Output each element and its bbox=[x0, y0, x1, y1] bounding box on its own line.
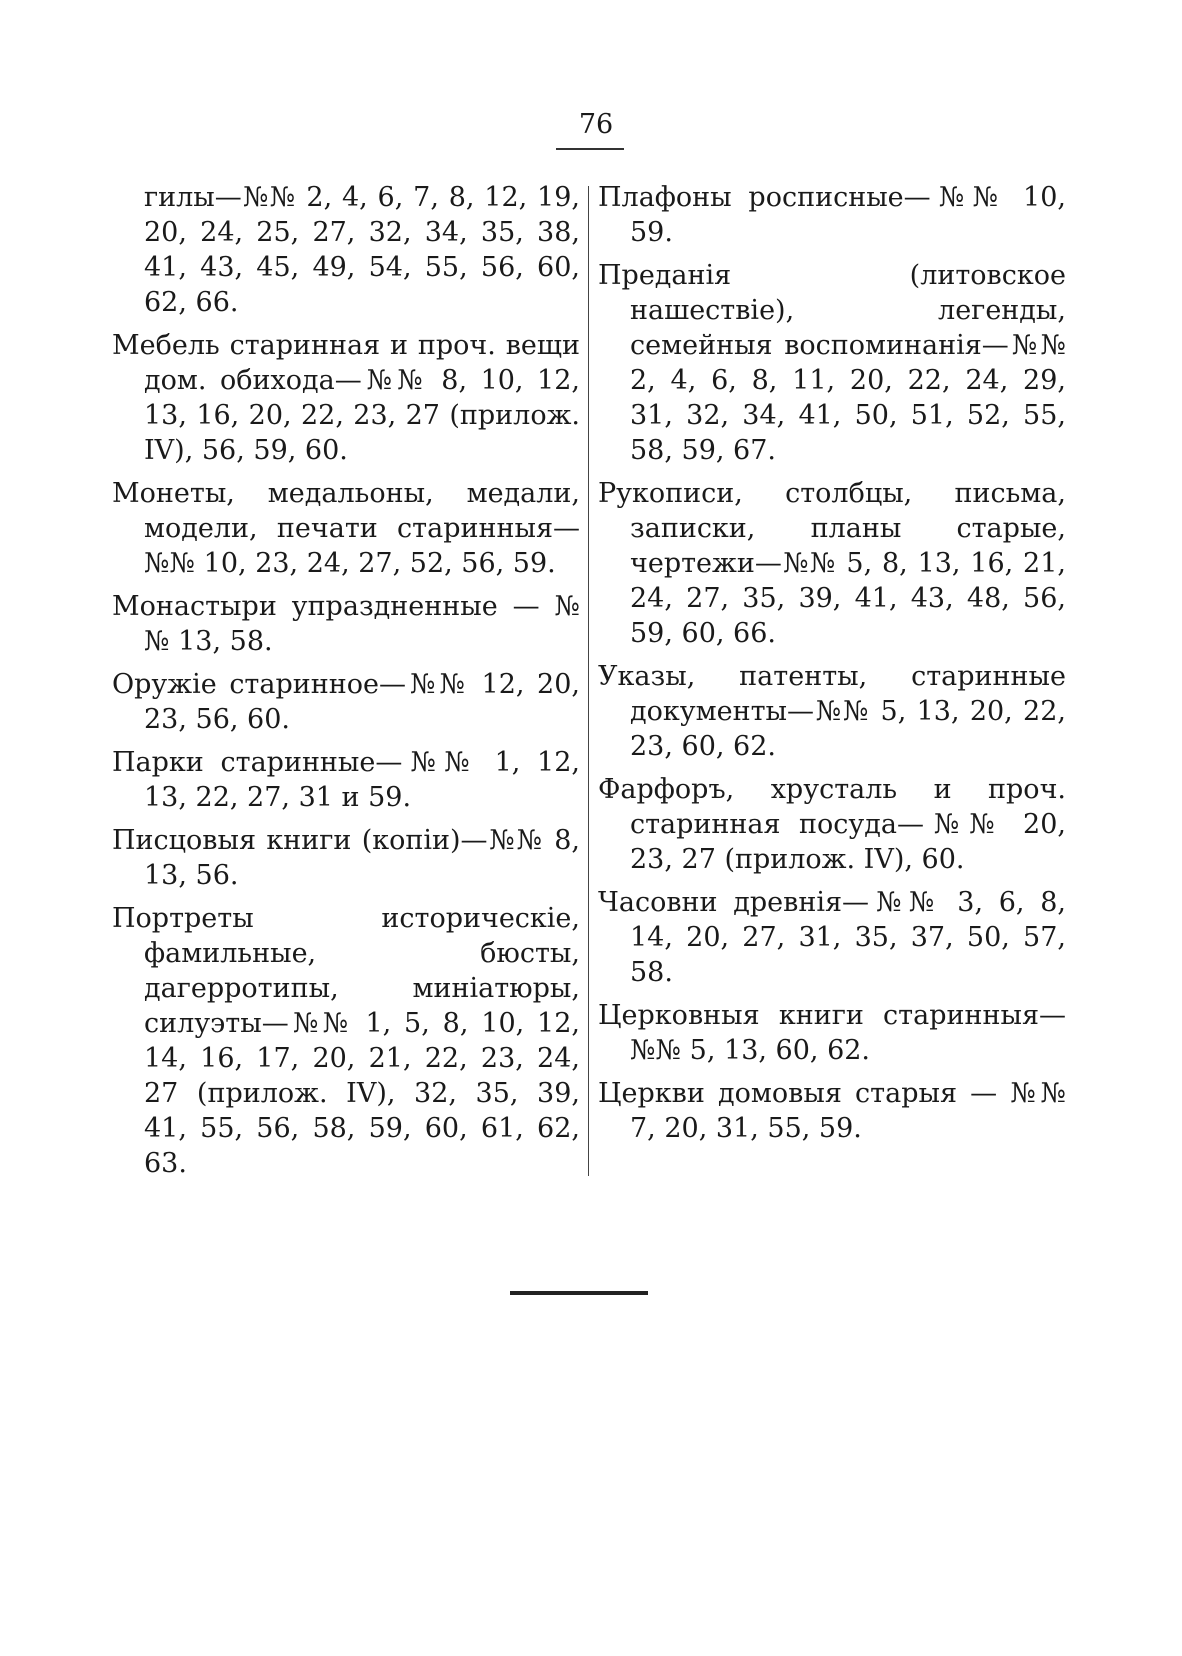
index-entry: Монеты, медальоны, медали, модели, печати старинныя—№№ 10, 23, 24, 27, 52, 56, 59. bbox=[112, 478, 580, 579]
end-rule bbox=[510, 1291, 648, 1295]
index-entry: Церкви домовыя старыя — №№ 7, 20, 31, 55, 59. bbox=[598, 1078, 1066, 1144]
index-entry: Преданія (литовское нашествіе), легенды, семейныя воспоминанія—№№ 2, 4, 6, 8, 11, 20, 22, 24, 29, 31, 32, 34, 41, 50, 51, 52, 55, 58, 59, 67. bbox=[598, 260, 1066, 466]
index-entry: Мебель старинная и проч. вещи дом. обихода—№№ 8, 10, 12, 13, 16, 20, 22, 23, 27 (прилож. IV), 56, 59, 60. bbox=[112, 330, 580, 466]
index-entry: Рукописи, столбцы, письма, записки, планы старые, чертежи—№№ 5, 8, 13, 16, 21, 24, 27, 35, 39, 41, 43, 48, 56, 59, 60, 66. bbox=[598, 478, 1066, 649]
page-number-underline bbox=[556, 148, 624, 150]
index-entry: Плафоны росписные—№№ 10, 59. bbox=[598, 182, 1066, 248]
right-column bbox=[598, 180, 1066, 1154]
index-entry: Монастыри упраздненные — №№ 13, 58. bbox=[112, 591, 580, 657]
index-entry: гилы—№№ 2, 4, 6, 7, 8, 12, 19, 20, 24, 25, 27, 32, 34, 35, 38, 41, 43, 45, 49, 54, 55, 56, 60, 62, 66. bbox=[144, 182, 580, 318]
index-entry: Часовни древнія—№№ 3, 6, 8, 14, 20, 27, 31, 35, 37, 50, 57, 58. bbox=[598, 887, 1066, 988]
left-column bbox=[112, 180, 580, 1189]
column-divider bbox=[588, 186, 589, 1176]
index-entry: Портреты историческіе, фамильные, бюсты, дагерротипы, миніатюры, силуэты—№№ 1, 5, 8, 10, 12, 14, 16, 17, 20, 21, 22, 23, 24, 27 (прилож. IV), 32, 35, 39, 41, 55, 56, 58, 59, 60, 61, 62, 63. bbox=[112, 903, 580, 1179]
index-entry: Писцовыя книги (копіи)—№№ 8, 13, 56. bbox=[112, 825, 580, 891]
index-entry: Церковныя книги старинныя—№№ 5, 13, 60, 62. bbox=[598, 1000, 1066, 1066]
page-number: 76 bbox=[578, 109, 614, 140]
index-entry: Указы, патенты, старинные документы—№№ 5, 13, 20, 22, 23, 60, 62. bbox=[598, 661, 1066, 762]
index-entry: Парки старинные—№№ 1, 12, 13, 22, 27, 31 и 59. bbox=[112, 747, 580, 813]
index-entry: Оружіе старинное—№№ 12, 20, 23, 56, 60. bbox=[112, 669, 580, 735]
index-entry: Фарфоръ, хрусталь и проч. старинная посуда—№№ 20, 23, 27 (прилож. IV), 60. bbox=[598, 774, 1066, 875]
